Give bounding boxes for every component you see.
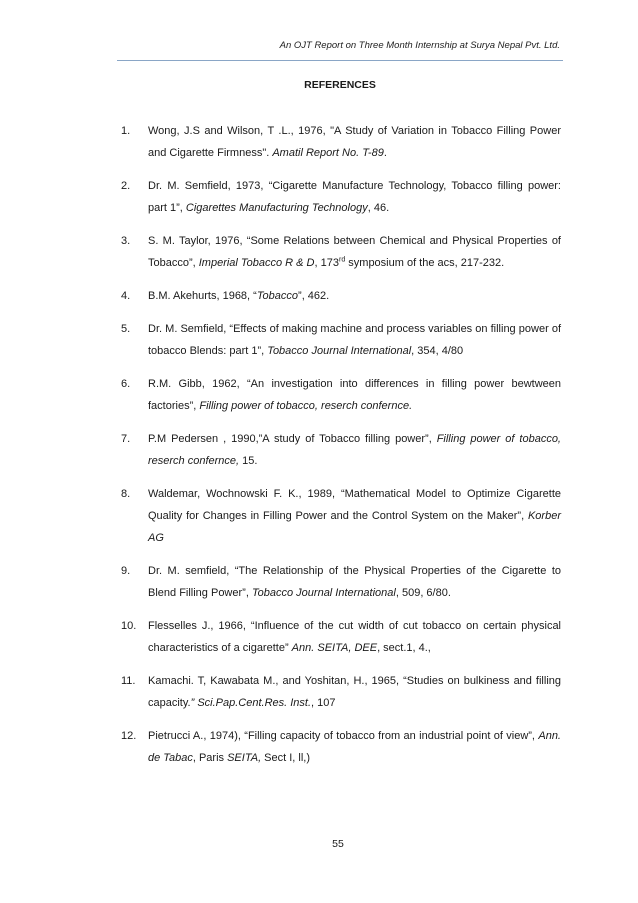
reference-number: 8.: [121, 488, 131, 500]
reference-number: 5.: [121, 323, 131, 335]
reference-text: Pietrucci A., 1974), “Filling capacity of tobacco from an industrial point of view”, Ann. de Tabac, Paris SEITA, Sect I, ll,): [148, 730, 561, 764]
reference-item: [121, 428, 561, 472]
reference-number: 4.: [121, 290, 131, 302]
reference-text: Wong, J.S and Wilson, T .L., 1976, "A Study of Variation in Tobacco Filling Power and Cigarette Firmness". Amatil Report No. T-89.: [148, 125, 561, 159]
reference-text: Dr. M. Semfield, “Effects of making machine and process variables on filling power of tobacco Blends: part 1”, Tobacco Journal International, 354, 4/80: [148, 323, 561, 357]
reference-item: [121, 230, 561, 274]
reference-text: S. M. Taylor, 1976, “Some Relations between Chemical and Physical Properties of Tobacco”, Imperial Tobacco R & D, 173rd symposium of the acs, 217-232.: [148, 235, 561, 269]
reference-item: [121, 318, 561, 362]
reference-number: 12.: [121, 730, 137, 742]
reference-text: B.M. Akehurts, 1968, “Tobacco”, 462.: [148, 290, 330, 302]
reference-item: [121, 725, 561, 769]
reference-text: Flesselles J., 1966, “Influence of the cut width of cut tobacco on certain physical characteristics of a cigarette” Ann. SEITA, DEE, sect.1, 4.,: [148, 620, 561, 654]
reference-number: 1.: [121, 125, 131, 137]
reference-item: [121, 483, 561, 549]
running-header: An OJT Report on Three Month Internship at Surya Nepal Pvt. Ltd.: [279, 40, 560, 51]
reference-number: 2.: [121, 180, 131, 192]
reference-item: [121, 615, 561, 659]
reference-item: [121, 175, 561, 219]
reference-text: Waldemar, Wochnowski F. K., 1989, “Mathematical Model to Optimize Cigarette Quality for Changes in Filling Power and the Control System on the Maker”, Korber AG: [148, 488, 561, 544]
reference-text: R.M. Gibb, 1962, “An investigation into differences in filling power bewtween factories”, Filling power of tobacco, reserch confernce.: [148, 378, 561, 412]
reference-item: [121, 670, 561, 714]
reference-item: [121, 373, 561, 417]
reference-text: Dr. M. semfield, “The Relationship of the Physical Properties of the Cigarette to Blend Filling Power”, Tobacco Journal International, 509, 6/80.: [148, 565, 561, 599]
reference-number: 11.: [121, 675, 136, 687]
reference-text: P.M Pedersen , 1990,”A study of Tobacco filling power”, Filling power of tobacco, reserch confernce, 15.: [148, 433, 561, 467]
reference-text: Dr. M. Semfield, 1973, “Cigarette Manufacture Technology, Tobacco filling power: part 1”, Cigarettes Manufacturing Technology, 46.: [148, 180, 561, 214]
reference-item: [121, 120, 561, 164]
reference-item: [121, 560, 561, 604]
header-divider: [117, 60, 563, 61]
page-number: 55: [332, 838, 344, 850]
reference-number: 3.: [121, 235, 131, 247]
reference-list: [121, 120, 561, 780]
reference-number: 6.: [121, 378, 131, 390]
reference-text: Kamachi. T, Kawabata M., and Yoshitan, H., 1965, “Studies on bulkiness and filling capacity.” Sci.Pap.Cent.Res. Inst., 107: [148, 675, 561, 709]
reference-number: 10.: [121, 620, 137, 632]
reference-number: 7.: [121, 433, 131, 445]
reference-item: [121, 285, 561, 307]
reference-number: 9.: [121, 565, 131, 577]
page-title: REFERENCES: [304, 79, 376, 91]
